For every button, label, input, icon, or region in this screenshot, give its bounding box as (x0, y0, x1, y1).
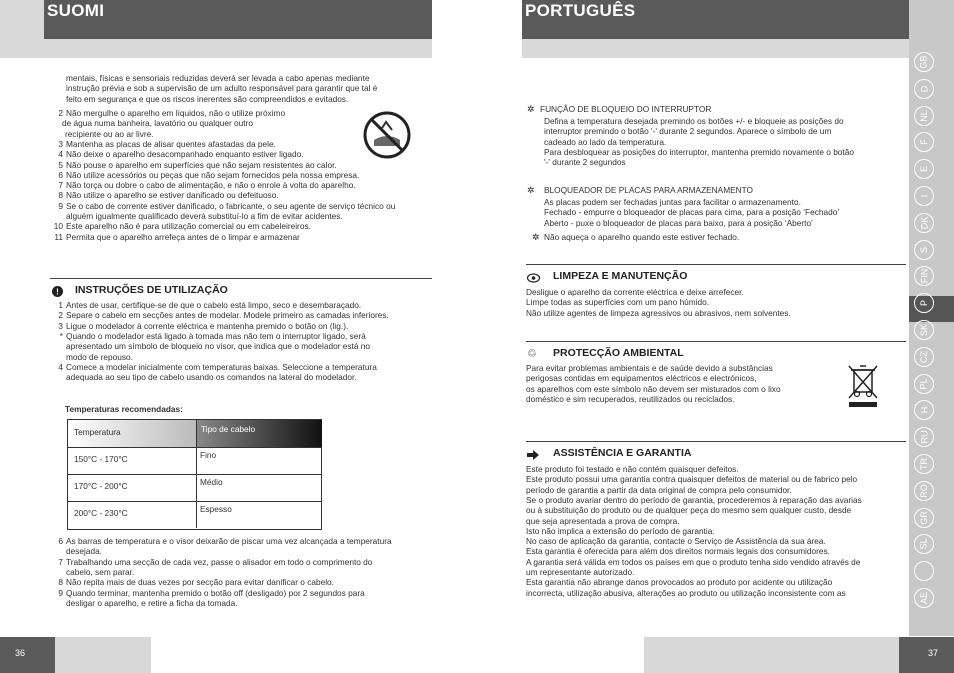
temps-label: Temperaturas recomendadas: (65, 404, 183, 414)
paragraph-line: Isto não implica a extensão do período de garantia. (526, 525, 715, 536)
list-item-line: Não utilize o aparelho se estiver danificado ou defeituoso. (66, 190, 279, 201)
language-tab-label: RU (919, 430, 929, 444)
paragraph-line: os aparelhos com este símbolo não devem ser misturados com o lixo (526, 383, 781, 394)
paragraph-line: período de garantia a partir da data original de compra pelo consumidor. (526, 484, 792, 495)
list-item-line: Não pouse o aparelho em superfícies que não sejam resistentes ao calor. (66, 159, 337, 170)
list-number: 3 (58, 138, 63, 149)
right-header-title: PORTUGUÊS (525, 1, 636, 20)
language-tab-sk[interactable] (914, 320, 934, 340)
intro-line: mentais, físicas e sensoriais reduzidas deverá ser levada a cabo apenas mediante (66, 73, 370, 83)
paragraph-line: Este produto foi testado e não contém quaisquer defeitos. (526, 464, 739, 474)
recycle-icon: ♲ (527, 348, 537, 360)
language-tab-label: FIN (919, 269, 929, 284)
list-number: 4 (58, 149, 63, 160)
right-header (522, 0, 909, 39)
left-header (44, 0, 432, 39)
left-header-title: SUOMI (47, 1, 105, 20)
list-item-line: Ligue o modelador à corrente eléctrica e mantenha premido o botão on (lig.). (66, 320, 349, 331)
paragraph-line: Não utilize agentes de limpeza agressivos ou abrasivos, nem solventes. (526, 307, 791, 318)
list-item-line: Permita que o aparelho arrefeça antes de o limpar e armazenar (66, 231, 300, 242)
list-number: 9 (58, 200, 63, 211)
list-item-line: desejada. (66, 546, 102, 557)
cleaning-rule (526, 264, 906, 265)
storage-title: BLOQUEADOR DE PLACAS PARA ARMAZENAMENTO (544, 185, 754, 195)
paragraph-line: Esta garantia não abrange danos provocados ao produto por acidente ou utilização (526, 577, 833, 588)
intro-line: instrução prévia e sob a supervisão de um adulto responsável para garantir que tal é (66, 83, 378, 94)
table-cell-temperature: 150°C - 170°C (74, 454, 128, 464)
list-item-line: apresentado um símbolo de bloqueio no visor, que indica que o modelador está no (66, 341, 370, 352)
table-cell-divider (196, 501, 197, 528)
language-tab-s[interactable] (914, 240, 934, 260)
table-cell-temperature: 200°C - 230°C (74, 508, 128, 518)
language-tab-label: GB (918, 55, 929, 69)
temperature-table (67, 419, 322, 530)
table-cell-hair-type: Espesso (200, 504, 232, 514)
list-number: 8 (58, 577, 63, 588)
list-number: 11 (54, 231, 63, 242)
instructions-title: INSTRUÇÕES DE UTILIZAÇÃO (75, 284, 228, 296)
list-item-line: de água numa banheira, lavatório ou qualquer outro (62, 118, 253, 129)
list-number: 6 (58, 536, 63, 546)
language-tab-pl[interactable] (914, 374, 934, 394)
paragraph-line: cadeado ao lado da temperatura. (544, 136, 667, 147)
paragraph-line: Para evitar problemas ambientais e de saúde devido a substâncias (526, 363, 773, 373)
list-item-line: Separe o cabelo em secções antes de modelar. Modele primeiro as camadas inferiores. (66, 310, 389, 321)
list-number: 5 (58, 159, 63, 170)
paragraph-line: Se o produto avariar dentro do período de garantia, procederemos à reparação das avarias (526, 494, 862, 505)
list-item-line: Não torça ou dobre o cabo de alimentação, e não o enrole à volta do aparelho. (66, 180, 356, 191)
language-tab-label: GR (919, 510, 929, 525)
list-item-line: modo de repouso. (66, 351, 133, 362)
environment-title: PROTECÇÃO AMBIENTAL (553, 347, 684, 359)
list-item-line: Mantenha as placas de alisar quentes afastadas da pele. (66, 138, 276, 149)
intro-line: feito em segurança e que os riscos inerentes são compreendidos e evitados. (66, 93, 349, 104)
paragraph-line: A garantia será válida em todos os países em que o produto tenha sido vendido através de (526, 556, 861, 567)
table-cell-temperature: 170°C - 200°C (74, 481, 128, 491)
list-item-line: Comece a modelar inicialmente com temperaturas baixas. Seleccione a temperatura (66, 361, 377, 372)
footer-left-number-box (0, 637, 55, 673)
svg-text:!: ! (56, 287, 59, 297)
list-item-line: adequada ao seu tipo de cabelo usando os comandos na lateral do modelador. (66, 372, 357, 383)
paragraph-line: Aberto - puxe o bloqueador de placas para baixo, para a posição ‘Aberto’ (544, 217, 813, 228)
warranty-rule (526, 441, 906, 442)
weee-bin-icon (846, 362, 880, 408)
list-number: 7 (58, 180, 63, 191)
paragraph-line: Fechado - empurre o bloqueador de placas para cima, para a posição ‘Fechado’ (544, 207, 840, 218)
paragraph-line: Este produto possui uma garantia contra quaisquer defeitos de material ou de fabrico pelo (526, 474, 858, 485)
language-tab-label: P (918, 300, 929, 307)
table-cell-divider (196, 447, 197, 474)
list-item-line: Antes de usar, certifique-se de que o cabelo está limpo, seco e desembaraçado. (66, 300, 362, 310)
language-tab-gr[interactable] (914, 508, 934, 528)
paragraph-line: Esta garantia é oferecida para além dos direitos normais legais dos consumidores. (526, 546, 830, 557)
table-cell-hair-type: Fino (200, 450, 217, 460)
table-row (68, 501, 321, 528)
list-item-line: desligar o aparelho, e retire a ficha da tomada. (66, 597, 238, 608)
paragraph-line: '-' durante 2 segundos (544, 157, 626, 168)
list-item-line: Não utilize acessórios ou peças que não sejam fornecidos pela nossa empresa. (66, 169, 360, 180)
language-tab-label: I (918, 194, 929, 198)
right-page-number: 37 (928, 648, 939, 658)
arrow-right-icon (527, 447, 539, 465)
language-tab-label: AE (918, 591, 929, 605)
paragraph-line: ou à substituição do produto ou de qualquer peça do mesmo sem qualquer custo, desde (526, 505, 852, 516)
table-cell-divider (196, 474, 197, 501)
left-page-number: 36 (15, 648, 26, 658)
language-tab-label: E (918, 166, 929, 173)
language-tab-gb[interactable] (914, 52, 934, 72)
list-item-line: Não deixe o aparelho desacompanhado enquanto estiver ligado. (66, 149, 304, 160)
paragraph-line: que seja apresentada a prova de compra. (526, 515, 680, 526)
eye-icon (527, 270, 540, 288)
list-item-line: Este aparelho não é para utilização comercial ou em cabeleireiros. (66, 221, 311, 232)
paragraph-line: doméstico e sim recuperados, reutilizados ou reciclados. (526, 393, 735, 404)
language-tab-label: NL (918, 109, 929, 122)
language-tab-label: SK (918, 323, 929, 337)
language-tab-label: SL (918, 538, 929, 550)
language-tab-nl[interactable] (914, 106, 934, 126)
table-header-temperature: Temperatura (68, 420, 196, 448)
paragraph-line: um representante autorizado. (526, 567, 635, 577)
language-tab-label: H (919, 407, 929, 414)
storage-note-icon: ✲ (532, 232, 540, 242)
list-number: * (59, 330, 63, 341)
language-tab-label: RO (919, 484, 929, 498)
paragraph-line: Limpe todas as superfícies com um pano húmido. (526, 297, 710, 308)
lock-icon: ✲ (527, 104, 535, 114)
list-item-line: Trabalhando uma secção de cada vez, passe o alisador em todo o comprimento do (66, 556, 373, 567)
list-item-line: As barras de temperatura e o visor deixarão de piscar uma vez alcançada a temperatura (66, 536, 392, 546)
list-item-line: cabelo, sem parar. (66, 566, 135, 577)
language-tab-ro[interactable] (914, 481, 934, 501)
language-tab-label: TR (919, 458, 929, 470)
paragraph-line: Para desbloquear as posições do interruptor, mantenha premido novamente o botão (544, 146, 854, 157)
cleaning-title: LIMPEZA E MANUTENÇÃO (553, 270, 688, 282)
language-tab-label: PL (918, 378, 929, 390)
list-number: 6 (58, 169, 63, 180)
list-number: 8 (58, 190, 63, 201)
list-item-line: Não mergulhe o aparelho em líquidos, não o utilize próximo (66, 108, 286, 118)
table-row (68, 447, 321, 475)
language-tab-d[interactable] (914, 79, 934, 99)
language-tab-label: D (919, 85, 929, 93)
table-row (68, 474, 321, 502)
environment-rule (526, 341, 906, 342)
paragraph-line: No caso de aplicação da garantia, contacte o Serviço de Assistência da sua área. (526, 536, 826, 547)
language-tab-label: S (918, 246, 929, 253)
paragraph-line: As placas podem ser fechadas juntas para facilitar o armazenamento. (544, 197, 801, 207)
language-tab-i[interactable] (914, 186, 934, 206)
list-number: 4 (58, 361, 63, 372)
list-number: 7 (58, 556, 63, 567)
paragraph-line: perigosas contidas em equipamentos eléctricos e electrónicos, (526, 373, 757, 384)
paragraph-line: Desligue o aparelho da corrente eléctrica e deixe arrefecer. (526, 287, 744, 297)
storage-icon: ✲ (527, 185, 535, 195)
list-number: 2 (58, 108, 63, 118)
list-item-line: recipiente ou ao ar livre. (65, 128, 154, 139)
list-number: 1 (58, 300, 63, 310)
language-tab-label: CZ (919, 350, 929, 363)
no-water-warning-icon (362, 110, 412, 160)
warranty-title: ASSISTÊNCIA E GARANTIA (553, 447, 692, 459)
storage-note: Não aqueça o aparelho quando este estiver fechado. (544, 232, 740, 242)
list-number: 9 (58, 587, 63, 598)
list-item-line: Se o cabo de corrente estiver danificado, o fabricante, o seu agente de serviço técnico ou (66, 200, 396, 211)
list-item-line: Quando terminar, mantenha premido o botão off (desligado) por 2 segundos para (66, 587, 365, 598)
table-cell-hair-type: Médio (200, 477, 223, 487)
language-tab-tr[interactable] (914, 454, 934, 474)
paragraph-line: incorrecta, utilização abusiva, alterações ao produto ou utilização inconsistente com as (526, 587, 846, 598)
language-tab-cz[interactable] (914, 347, 934, 367)
list-number: 3 (58, 320, 63, 331)
footer-right-number-box (899, 637, 954, 673)
list-item-line: Quando o modelador está ligado à tomada mas não tem o interruptor ligado, será (66, 330, 366, 341)
language-tab-ae[interactable] (914, 588, 934, 608)
list-number: 10 (53, 221, 63, 232)
lock-title: FUNÇÃO DE BLOQUEIO DO INTERRUPTOR (540, 104, 712, 114)
list-item-line: alguém igualmente qualificado deverá substituí-lo a fim de evitar acidentes. (66, 211, 343, 221)
list-number: 2 (58, 310, 63, 321)
language-tab-dk[interactable] (914, 213, 934, 233)
paragraph-line: interruptor premindo o botão '-' durante 2 segundos. Aparece o símbolo de um (544, 126, 832, 137)
center-gap (432, 0, 522, 58)
table-header-hair-type: Tipo de cabelo (196, 420, 322, 448)
list-item-line: Não repita mais de duas vezes por secção para evitar danificar o cabelo. (66, 577, 334, 588)
language-tab-label: F (919, 139, 929, 146)
instructions-rule (50, 278, 432, 279)
paragraph-line: Defina a temperatura desejada premindo os botões +/- e bloqueie as posições do (544, 116, 844, 126)
language-tab-label: DK (918, 216, 929, 230)
